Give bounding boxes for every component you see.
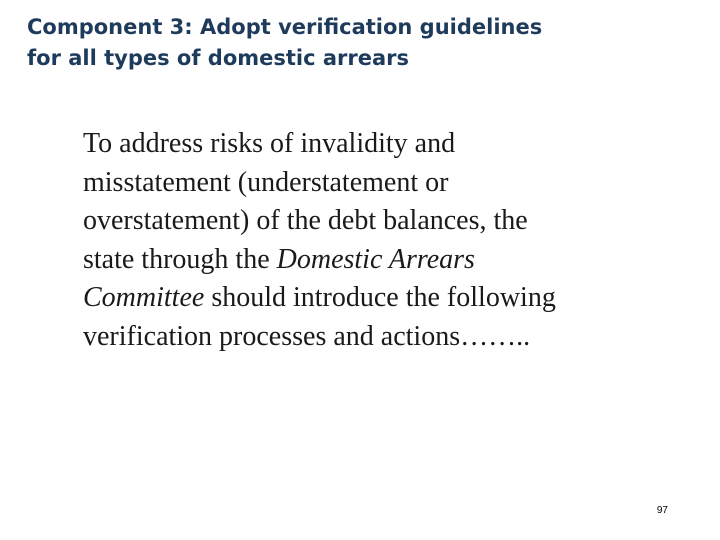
page-number: 97 bbox=[656, 505, 668, 516]
body-line-1: To address risks of invalidity and bbox=[83, 128, 456, 159]
body-line-5-text: should introduce the following bbox=[204, 282, 556, 313]
body-line-3: overstatement) of the debt balances, the bbox=[83, 205, 528, 236]
body-line-5 bbox=[83, 279, 683, 318]
slide-title-line-1: Component 3: Adopt verification guidelines bbox=[27, 15, 543, 39]
body-line-6: verification processes and actions…….. bbox=[83, 320, 531, 352]
slide-title bbox=[27, 12, 697, 74]
body-line-2: misstatement (understatement or bbox=[83, 166, 449, 198]
body-paragraph bbox=[83, 125, 683, 356]
body-line-4-text: state through the bbox=[83, 243, 277, 275]
committee-name-italic-part-1: Domestic Arrears bbox=[276, 243, 475, 275]
slide-title-line-2: for all types of domestic arrears bbox=[27, 46, 410, 70]
body-line-4 bbox=[83, 241, 683, 280]
committee-name-italic-part-2: Committee bbox=[83, 282, 205, 313]
